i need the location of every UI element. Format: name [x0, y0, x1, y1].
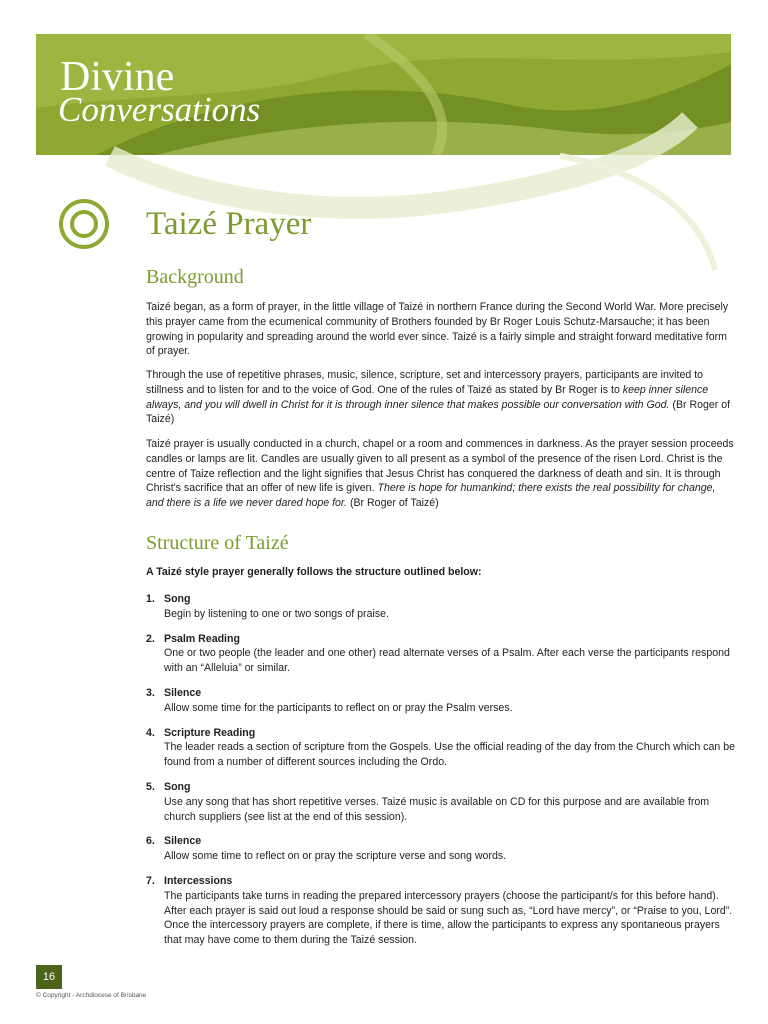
step-title: Silence: [164, 835, 202, 848]
list-item: [146, 592, 736, 622]
step-title: Intercessions: [164, 874, 233, 887]
section-heading-structure: Structure of Taizé: [146, 532, 289, 554]
step-number: 1.: [146, 593, 155, 605]
step-title: Song: [164, 593, 191, 605]
step-description: One or two people (the leader and one other) read alternate verses of a Psalm. After each verse the participants respond with an “Alleluia” or similar.: [164, 647, 730, 675]
paragraph-text: Through the use of repetitive phrases, music, silence, scripture, set and intercessory prayers, participants are invited to stillness and to listen for and to the voice of God. One of the rules of Taizé as stated by Br Roger is to: [146, 369, 704, 396]
paragraph-text: Taizé prayer is usually conducted in a church, chapel or a room and commences in darkness. As the prayer session proceeds candles or lamps are lit. Candles are usually given to all present as a symbol of the presence of the risen Lord. Christ is the centre of Taize reflection and the light signifies that Jesus Christ has conquered the darkness of death and sin. It is through Christ's sacrifice that an offer of new life is given.: [146, 438, 734, 495]
target-circle-icon: [58, 198, 110, 250]
structure-lead-text: A Taizé style prayer generally follows the structure outlined below:: [146, 566, 482, 578]
step-description: Use any song that has short repetitive verses. Taizé music is available on CD for this purpose and are available from church suppliers (see list at the end of this session).: [164, 795, 710, 823]
step-description: Begin by listening to one or two songs of praise.: [164, 607, 389, 620]
background-paragraph-2: [146, 368, 736, 427]
roger-quote: keep inner silence always, and you will dwell in Christ for it is through inner silence that makes possible our conversation with God.: [146, 383, 709, 411]
brand-title-line1: Divine: [60, 54, 175, 100]
step-number: 2.: [146, 632, 155, 645]
quote-attribution: (Br Roger of Taizé): [347, 497, 439, 510]
list-item: [146, 686, 736, 716]
step-description: The leader reads a section of scripture from the Gospels. Use the official reading of the day from the Church which can be found from a number of different sources including the Ordo.: [164, 741, 735, 769]
list-item: [146, 726, 736, 770]
list-item: [146, 874, 736, 948]
list-item: [146, 632, 736, 676]
structure-steps-list: [146, 592, 736, 958]
step-number: 3.: [146, 686, 155, 699]
brand-title-line2: Conversations: [58, 90, 261, 129]
quote-attribution: (Br Roger of Taizé): [146, 398, 731, 426]
step-title: Silence: [164, 686, 202, 699]
section-heading-background: Background: [146, 266, 244, 288]
step-number: 7.: [146, 874, 155, 887]
step-number: 6.: [146, 835, 155, 848]
step-title: Song: [164, 780, 191, 793]
background-paragraph-3: [146, 437, 736, 511]
step-description: The participants take turns in reading the prepared intercessory prayers (choose the participant/s for this before hand). After each prayer is said out loud a response should be said or sung such as, “Lord have mercy”, or “Praise to you, Lord”. Once the intercessory prayers are complete, if there is time, allow the participants to express any spontaneous prayers that may have come to them during the Taizé session.: [164, 889, 733, 947]
page-title: Taizé Prayer: [146, 206, 312, 242]
step-number: 5.: [146, 780, 155, 793]
page-number-badge: 16: [36, 965, 62, 989]
step-description: Allow some time to reflect on or pray the scripture verse and song words.: [164, 850, 507, 863]
roger-quote: There is hope for humankind; there exists the real possibility for change, and there is a life we never dared hope for.: [146, 482, 716, 510]
step-title: Scripture Reading: [164, 726, 256, 739]
list-item: [146, 780, 736, 824]
step-title: Psalm Reading: [164, 632, 240, 645]
background-paragraph-1: Taizé began, as a form of prayer, in the little village of Taizé in northern France during the Second World War. More precisely this prayer came from the ecumenical community of Brothers founded by Br Roger Louis Schutz-Marsauche; it has been growing in popularity and spreading around the world ever since. Taizé is a fairly simple and straight forward meditative form of prayer.: [146, 301, 729, 358]
step-description: Allow some time for the participants to reflect on or pray the Psalm verses.: [164, 701, 513, 714]
copyright-notice: © Copyright - Archdiocese of Brisbane: [36, 992, 147, 999]
step-number: 4.: [146, 726, 155, 739]
list-item: [146, 834, 736, 864]
